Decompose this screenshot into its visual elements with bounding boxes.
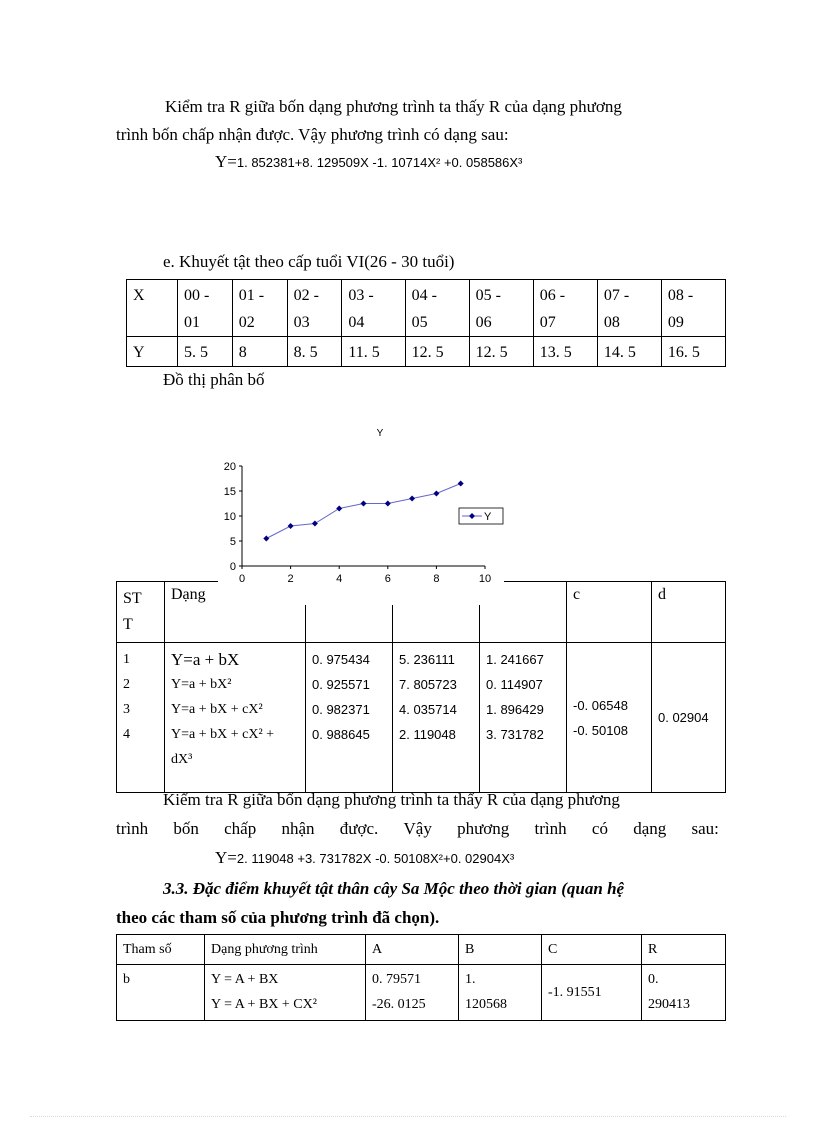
conclusion-word: Vậy: [403, 819, 432, 838]
distribution-chart: [218, 420, 504, 605]
x-cell-top: 02 -: [293, 287, 319, 304]
x-cell: [469, 280, 533, 337]
form-value: Y=a + bX + cX² +: [171, 727, 275, 742]
form-cell: [165, 643, 306, 793]
x-tick-label: 10: [478, 573, 492, 585]
x-cell-top: 04 -: [411, 287, 437, 304]
data-point: [458, 481, 464, 487]
a-value: 0. 79571: [372, 972, 421, 987]
series-line: [266, 484, 460, 539]
param-header: Tham số: [117, 935, 205, 965]
c-header: c: [567, 582, 652, 643]
a-value: 2. 119048: [399, 727, 456, 742]
b-value: 1. 241667: [486, 652, 544, 667]
x-tick-label: 6: [384, 573, 391, 585]
y-cell: 12. 5: [469, 337, 533, 367]
y-cell: 14. 5: [597, 337, 661, 367]
c-cell: -1. 91551: [542, 965, 642, 1021]
a-value: 7. 805723: [399, 677, 457, 692]
equation-prefix: Y=: [215, 152, 237, 171]
y-tick-label: 0: [229, 561, 236, 573]
x-cell-top: 05 -: [475, 287, 501, 304]
c-value: -0. 50108: [573, 722, 628, 738]
data-point: [336, 506, 342, 512]
r-value: 290413: [648, 997, 690, 1012]
param-table: [116, 934, 726, 1021]
r-value: 0. 925571: [312, 677, 370, 692]
chart-axes: [224, 461, 491, 585]
r-value: 0. 975434: [312, 652, 370, 667]
b-value: 1.: [465, 972, 476, 987]
c-value: -0. 06548: [573, 697, 628, 713]
y-cell: 13. 5: [533, 337, 597, 367]
x-cell: [597, 280, 661, 337]
x-cell-top: 00 -: [184, 287, 210, 304]
stt-value: 2: [123, 677, 130, 692]
conclusion-word: dạng: [633, 819, 667, 838]
chart-series: [263, 481, 463, 542]
b-value: 0. 114907: [486, 677, 543, 692]
r-value: 0. 988645: [312, 727, 370, 742]
y-cell: 16. 5: [661, 337, 725, 367]
chart-title: Y: [376, 428, 384, 439]
equation-body: 1. 852381+8. 129509X -1. 10714X² +0. 058586X³: [236, 155, 523, 170]
legend-label: Y: [484, 511, 492, 523]
page-divider: [30, 1116, 786, 1117]
form-value: Y = A + BX + CX²: [211, 997, 317, 1012]
x-cell: [178, 280, 233, 337]
stt-value: 1: [123, 652, 130, 667]
form-cell: [205, 965, 366, 1021]
b-cell: [480, 643, 567, 793]
conclusion-word: bốn: [173, 819, 199, 838]
r-header: R: [642, 935, 726, 965]
x-cell: [287, 280, 342, 337]
x-cell-bottom: 07: [539, 314, 556, 331]
chart-legend: [459, 508, 503, 524]
b-value: 120568: [465, 997, 507, 1012]
intro-line-1: Kiểm tra R giữa bốn dạng phương trình ta thấy R của dạng phương: [165, 97, 622, 116]
x-cell-bottom: 05: [411, 314, 428, 331]
x-tick-label: 2: [287, 573, 294, 585]
section-33-subheading: theo các tham số của phương trình đã chọn).: [116, 908, 440, 927]
form-header: Dạng phương trình: [205, 935, 366, 965]
conclusion-word: nhận: [281, 819, 315, 838]
conclusion-line-1: Kiểm tra R giữa bốn dạng phương trình ta thấy R của dạng phương: [163, 790, 620, 809]
stt-value: 3: [123, 702, 130, 717]
conclusion-word: chấp: [224, 819, 257, 838]
x-cell: [232, 280, 287, 337]
x-cell-bottom: 02: [238, 314, 255, 331]
a-value: 4. 035714: [399, 702, 457, 717]
stt-value: 4: [123, 727, 130, 742]
table-row: [127, 337, 726, 367]
section-e-heading: e. Khuyết tật theo cấp tuổi VI(26 - 30 tuổi): [163, 252, 455, 271]
intro-line-2: trình bốn chấp nhận được. Vậy phương trình có dạng sau:: [116, 125, 509, 144]
y-tick-label: 15: [223, 486, 236, 498]
d-header: d: [652, 582, 726, 643]
table-row: [117, 643, 726, 793]
x-tick-label: 4: [336, 573, 343, 585]
y-cell: 8: [232, 337, 287, 367]
equation-table: [116, 581, 726, 793]
conclusion-word: được.: [339, 819, 379, 838]
equation-prefix: Y=: [215, 848, 237, 867]
form-value: dX³: [171, 752, 193, 767]
data-table: [126, 279, 726, 367]
table-row: [127, 280, 726, 337]
param-cell: b: [117, 965, 205, 1021]
r-value: 0.: [648, 972, 659, 987]
x-cell-bottom: 03: [293, 314, 310, 331]
stt-header: [117, 582, 165, 643]
conclusion-word: có: [591, 819, 608, 838]
x-cell-bottom: 09: [667, 314, 684, 331]
a-cell: [366, 965, 459, 1021]
x-cell: [342, 280, 405, 337]
x-cell-top: 03 -: [348, 287, 374, 304]
conclusion-word: trình: [116, 819, 149, 838]
a-value: 5. 236111: [399, 652, 455, 667]
b-cell: [459, 965, 542, 1021]
intro-equation: [215, 152, 522, 172]
y-tick-label: 5: [229, 536, 236, 548]
x-cell: [405, 280, 469, 337]
b-value: 3. 731782: [486, 727, 544, 742]
x-cell-top: 07 -: [603, 287, 630, 304]
x-tick-label: 0: [238, 573, 246, 585]
x-cell: [661, 280, 725, 337]
y-cell: 8. 5: [287, 337, 342, 367]
x-label-cell: X: [127, 280, 178, 337]
y-tick-label: 20: [223, 461, 236, 473]
d-cell: 0. 02904: [652, 643, 726, 793]
data-point: [263, 536, 269, 542]
form-value: Y=a + bX + cX²: [171, 702, 263, 717]
conclusion-word: sau:: [691, 819, 719, 838]
a-value: -26. 0125: [372, 997, 426, 1012]
a-header: A: [366, 935, 459, 965]
data-point: [433, 491, 439, 497]
data-point: [288, 523, 294, 529]
a-cell: [393, 643, 480, 793]
r-cell: [306, 643, 393, 793]
b-value: 1. 896429: [486, 702, 544, 717]
data-point: [409, 496, 415, 502]
data-point: [385, 501, 391, 507]
table-row: [117, 935, 726, 965]
x-tick-label: 8: [433, 573, 440, 585]
r-cell: [642, 965, 726, 1021]
conclusion-line-2: [116, 815, 719, 843]
form-value: Y = A + BX: [211, 972, 279, 987]
r-value: 0. 982371: [312, 702, 370, 717]
x-cell-top: 06 -: [539, 287, 566, 304]
y-cell: 5. 5: [178, 337, 233, 367]
form-header: Dạng: [165, 582, 306, 643]
graph-caption: Đồ thị phân bố: [163, 370, 265, 389]
x-cell-top: 01 -: [238, 287, 265, 304]
section-33-heading: 3.3. Đặc điểm khuyết tật thân cây Sa Mộc theo thời gian (quan hệ: [163, 879, 625, 898]
y-label-cell: Y: [127, 337, 178, 367]
b-header: B: [459, 935, 542, 965]
equation-body: 2. 119048 +3. 731782X -0. 50108X²+0. 02904X³: [236, 851, 515, 866]
c-cell: [567, 643, 652, 793]
data-point: [361, 501, 367, 507]
conclusion-word: phương: [457, 819, 510, 838]
form-value: Y=a + bX²: [171, 677, 232, 692]
x-cell-bottom: 01: [184, 314, 200, 331]
data-point: [312, 521, 318, 527]
conclusion-word: trình: [534, 819, 567, 838]
x-cell-bottom: 06: [475, 314, 492, 331]
y-cell: 11. 5: [342, 337, 405, 367]
x-cell: [533, 280, 597, 337]
stt-header-top: ST: [123, 590, 142, 607]
y-cell: 12. 5: [405, 337, 469, 367]
x-cell-bottom: 04: [348, 314, 365, 331]
y-tick-label: 10: [223, 511, 236, 523]
form-value: Y=a + bX: [171, 650, 240, 669]
x-cell-bottom: 08: [603, 314, 620, 331]
stt-cell: [117, 643, 165, 793]
stt-header-bottom: T: [123, 616, 133, 633]
c-header: C: [542, 935, 642, 965]
table-row: [117, 965, 726, 1021]
conclusion-equation: [215, 848, 514, 868]
x-cell-top: 08 -: [667, 287, 694, 304]
